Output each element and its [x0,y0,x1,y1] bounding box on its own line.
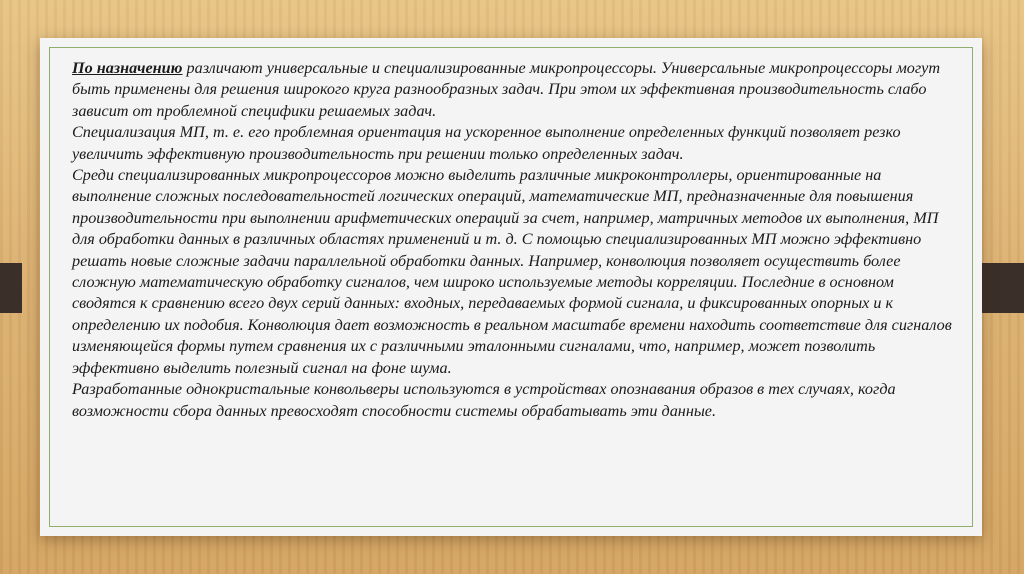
paragraph-purpose [72,58,952,122]
paragraph-specialization: Специализация МП, т. е. его проблемная ориентация на ускоренное выполнение определенных функций позволяет резко увеличить эффективную производительность при решении только определенных задач. [72,123,901,163]
decorative-band-left [0,263,22,313]
paragraph-specialized-mp: Среди специализированных микропроцессоров можно выделить различные микроконтроллеры, ориентированные на выполнение сложных последовательностей логических операций, математические МП, предназначенные для повышения производительности при выполнении арифметических операций за счет, например, матричных методов их выполнения, МП для обработки данных в различных областях применений и т. д. С помощью специализированных МП можно эффективно решать новые сложные задачи параллельной обработки данных. Например, конволюция позволяет осуществить более сложную математическую обработку сигналов, чем широко используемые методы корреляции. Последние в основном сводятся к сравнению всего двух серий данных: входных, передаваемых формой сигнала, и фиксированных опорных и к определению их подобия. Конволюция дает возможность в реальном масштабе времени находить соответствие для сигналов изменяющейся формы путем сравнения их с различными эталонными сигналами, что, например, может позволить эффективно выделить полезный сигнал на фоне шума. [72,166,952,377]
paragraph-convolvers: Разработанные однокристальные конвольверы используются в устройствах опознавания образов в тех случаях, когда возможности сбора данных превосходят способности системы обрабатывать эти данные. [72,380,896,420]
slide-card [40,38,982,536]
slide-body-text [72,58,952,422]
paragraph-purpose-text: различают универсальные и специализированные микропроцессоры. Универсальные микропроцессоры могут быть применены для решения широкого круга разнообразных задач. При этом их эффективная производительность слабо зависит от проблемной специфики решаемых задач. [72,59,941,120]
lead-term: По назначению [72,59,183,77]
